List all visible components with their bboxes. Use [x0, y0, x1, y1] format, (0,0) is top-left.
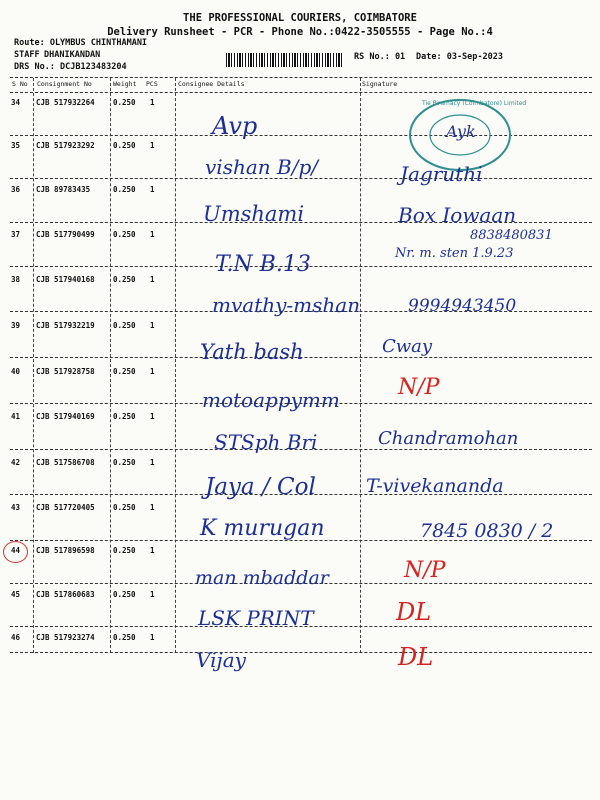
- row-cn: CJB 517932264: [36, 98, 95, 107]
- col-divider: [360, 78, 361, 653]
- row-weight: 0.250: [113, 546, 136, 555]
- row-cn: CJB 517923274: [36, 633, 95, 642]
- company-title: THE PROFESSIONAL COURIERS, COIMBATORE: [183, 12, 417, 24]
- row-cn: CJB 517896598: [36, 546, 95, 555]
- handwritten-signature: Cway: [382, 336, 433, 357]
- row-pcs: 1: [150, 458, 155, 467]
- row-weight: 0.250: [113, 98, 136, 107]
- row-weight: 0.250: [113, 458, 136, 467]
- row-cn: CJB 517940168: [36, 275, 95, 284]
- row-pcs: 1: [150, 230, 155, 239]
- handwritten-signature: Jagruthi: [400, 162, 483, 186]
- handwritten-consignee: T.N B.13: [215, 252, 311, 277]
- row-sno: 39: [11, 321, 21, 330]
- handwritten-signature: Chandramohan: [378, 428, 519, 449]
- rs-number: RS No.: 01: [354, 52, 406, 62]
- row-pcs: 1: [150, 141, 155, 150]
- barcode: [226, 53, 344, 67]
- row-pcs: 1: [150, 546, 155, 555]
- route-label: Route: OLYMBUS CHINTHAMANI: [14, 38, 148, 48]
- handwritten-consignee: Jaya / Col: [205, 474, 316, 500]
- row-cn: CJB 517790499: [36, 230, 95, 239]
- row-sno: 44: [11, 546, 21, 555]
- col-divider: [175, 78, 176, 653]
- row-cn: CJB 517928758: [36, 367, 95, 376]
- col-pcs: PCS: [146, 80, 158, 88]
- row-sno: 43: [11, 503, 21, 512]
- row-cn: CJB 517932219: [36, 321, 95, 330]
- row-weight: 0.250: [113, 321, 136, 330]
- handwritten-signature: Nr. m. sten 1.9.23: [395, 246, 514, 261]
- row-cn: CJB 517860683: [36, 590, 95, 599]
- handwritten-signature: 9994943450: [408, 296, 517, 316]
- row-sno: 42: [11, 458, 21, 467]
- handwritten-consignee: Yath bash: [200, 340, 304, 364]
- row-pcs: 1: [150, 503, 155, 512]
- row-sno: 38: [11, 275, 21, 284]
- row-cn: CJB 89783435: [36, 185, 91, 194]
- row-pcs: 1: [150, 98, 155, 107]
- row-sno: 45: [11, 590, 21, 599]
- handwritten-consignee: K murugan: [200, 516, 325, 541]
- header-rule: [10, 92, 592, 93]
- handwritten-signature: Box Iowaan: [398, 203, 517, 227]
- handwritten-consignee: STSph Bri: [214, 430, 318, 454]
- col-consignee: Consignee Details: [178, 80, 245, 88]
- handwritten-consignee: Umshami: [203, 202, 305, 226]
- row-pcs: 1: [150, 412, 155, 421]
- handwritten-consignee: motoappymm: [202, 388, 340, 412]
- handwritten-signature: DL: [398, 643, 434, 671]
- row-cn: CJB 517940169: [36, 412, 95, 421]
- handwritten-signature: DL: [396, 598, 432, 626]
- row-sno: 40: [11, 367, 21, 376]
- row-weight: 0.250: [113, 185, 136, 194]
- row-sno: 46: [11, 633, 21, 642]
- drs-number: DRS No.: DCJB123483204: [14, 62, 127, 72]
- staff-label: STAFF: [14, 50, 40, 60]
- staff-name: DHANIKANDAN: [44, 50, 101, 60]
- row-sno: 34: [11, 98, 21, 107]
- handwritten-signature: N/P: [404, 558, 446, 583]
- row-weight: 0.250: [113, 503, 136, 512]
- row-weight: 0.250: [113, 590, 136, 599]
- handwritten-consignee: Avp: [212, 112, 258, 140]
- handwritten-consignee: mvathy-mshan: [212, 293, 361, 317]
- handwritten-signature: N/P: [398, 375, 440, 400]
- handwritten-signature: T-vivekananda: [366, 475, 504, 497]
- row-sno: 37: [11, 230, 21, 239]
- stamp-signature: Ayk: [446, 122, 476, 141]
- row-sno: 36: [11, 185, 21, 194]
- col-weight: Weight: [113, 80, 137, 88]
- row-sno: 35: [11, 141, 21, 150]
- row-weight: 0.250: [113, 633, 136, 642]
- col-consignment: Consignment No: [37, 80, 92, 88]
- row-weight: 0.250: [113, 275, 136, 284]
- col-sno: S No: [12, 80, 28, 88]
- row-weight: 0.250: [113, 230, 136, 239]
- stamp-outer-text: Tie Piramacy (Coimbatore) Limited: [422, 100, 527, 107]
- row-pcs: 1: [150, 275, 155, 284]
- col-divider: [110, 78, 111, 653]
- row-cn: CJB 517720405: [36, 503, 95, 512]
- row-pcs: 1: [150, 185, 155, 194]
- handwritten-consignee: man mbaddar: [195, 567, 329, 589]
- col-divider: [33, 78, 34, 653]
- row-cn: CJB 517586708: [36, 458, 95, 467]
- col-signature: Signature: [362, 80, 398, 88]
- row-pcs: 1: [150, 633, 155, 642]
- handwritten-note-phone: 8838480831: [470, 228, 553, 243]
- handwritten-consignee: Vijay: [196, 648, 246, 672]
- company-stamp: [408, 98, 527, 172]
- row-weight: 0.250: [113, 367, 136, 376]
- row-weight: 0.250: [113, 141, 136, 150]
- handwritten-consignee: vishan B/p/: [205, 155, 318, 179]
- row-weight: 0.250: [113, 412, 136, 421]
- handwritten-signature: 7845 0830 / 2: [420, 520, 554, 542]
- row-sno: 41: [11, 412, 21, 421]
- row-pcs: 1: [150, 367, 155, 376]
- row-pcs: 1: [150, 321, 155, 330]
- handwritten-consignee: LSK PRINT: [198, 606, 314, 630]
- rs-date: Date: 03-Sep-2023: [416, 52, 503, 62]
- runsheet-title: Delivery Runsheet - PCR - Phone No.:0422-3505555 - Page No.:4: [107, 26, 493, 38]
- row-pcs: 1: [150, 590, 155, 599]
- row-cn: CJB 517923292: [36, 141, 95, 150]
- row-rule: [10, 652, 592, 653]
- table-top-rule: [10, 77, 592, 78]
